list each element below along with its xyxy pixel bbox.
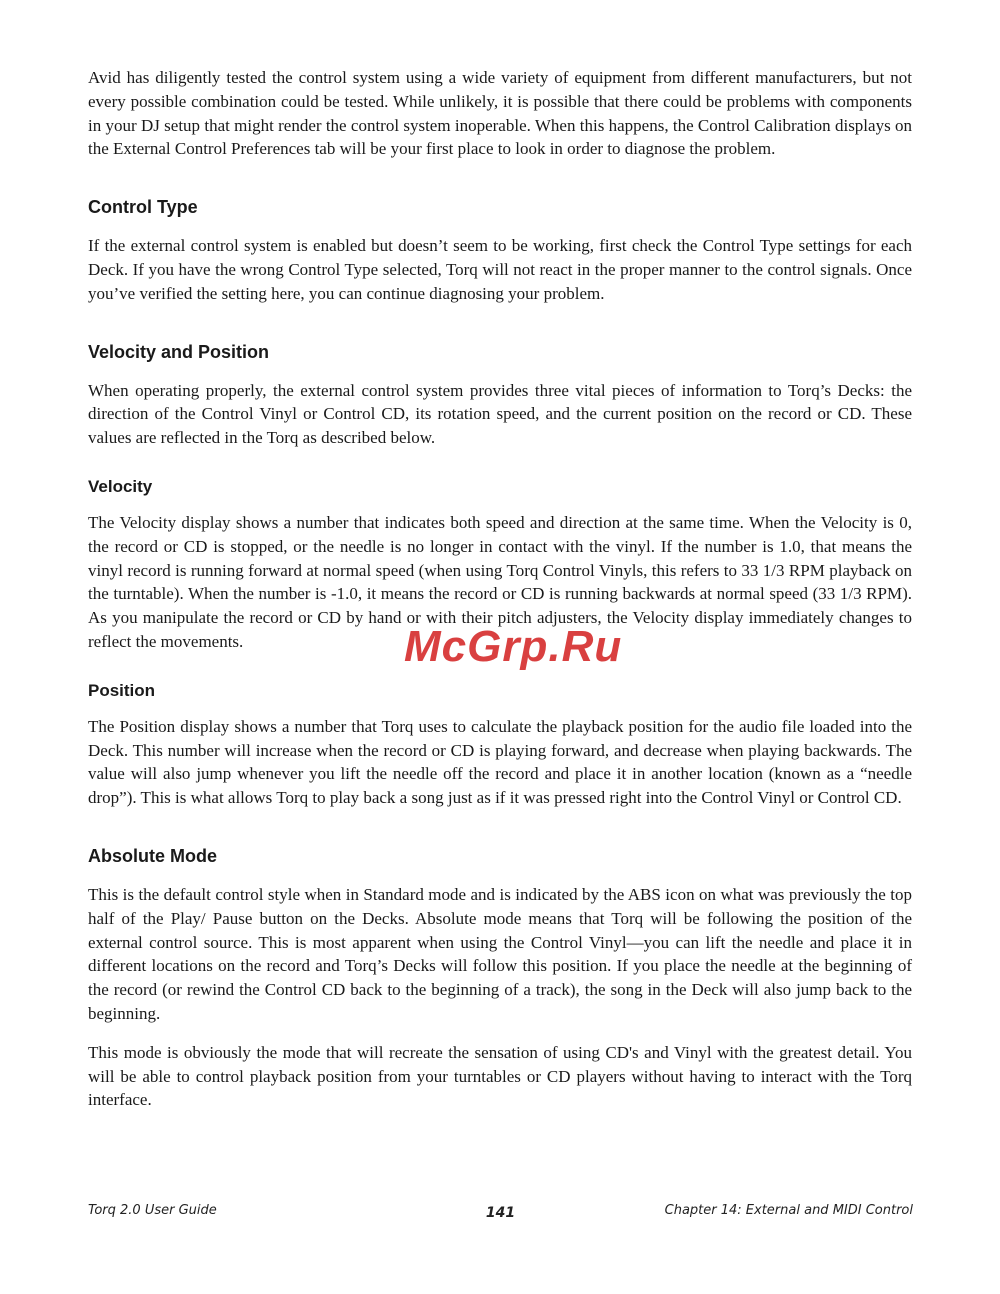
page-footer — [88, 1203, 913, 1223]
page-content — [88, 66, 912, 1112]
intro-paragraph: Avid has diligently tested the control system using a wide variety of equipment from different manufacturers, but not every possible combination could be tested. While unlikely, it is possible that there could be problems with components in your DJ setup that might render the control system inoperable. When this happens, the Control Calibration displays on the External Control Preferences tab will be your first place to look in order to diagnose the problem. — [88, 68, 912, 159]
absolute-mode-paragraph-2: This mode is obviously the mode that will recreate the sensation of using CD's and Vinyl with the greatest detail. You will be able to control playback position from your turntables or CD players without having to interact with the Torq interface. — [88, 1042, 912, 1110]
velocity-position-paragraph: When operating properly, the external control system provides three vital pieces of information to Torq’s Decks: the direction of the Control Vinyl or Control CD, its rotation speed, and the current position on the record or CD. These values are reflected in the Torq as described below. — [88, 380, 912, 448]
velocity-paragraph: The Velocity display shows a number that indicates both speed and direction at the same time. When the Velocity is 0, the record or CD is stopped, or the needle is no longer in contact with the vinyl. If the number is 1.0, that means the vinyl record is running forward at normal speed (when using Torq Control Vinyls, this refers to 33 1/3 RPM playback on the turntable). When the number is -1.0, it means the record or CD is running backwards at normal speed (33 1/3 RPM). As you manipulate the record or CD by hand or with their pitch adjusters, the Velocity display immediately changes to reflect the movements. — [88, 512, 912, 651]
position-heading: Position — [88, 680, 156, 700]
control-type-heading: Control Type — [88, 197, 198, 218]
watermark: McGrp.Ru — [404, 622, 623, 671]
footer-chapter-title: Chapter 14: External and MIDI Control — [664, 1203, 913, 1218]
footer-guide-title: Torq 2.0 User Guide — [88, 1203, 217, 1218]
absolute-mode-heading: Absolute Mode — [88, 845, 217, 866]
absolute-mode-paragraph-1: This is the default control style when in Standard mode and is indicated by the ABS icon on what was previously the top half of the Play/ Pause button on the Decks. Absolute mode means that Torq will be following the position of the external control source. This is most apparent when using the Control Vinyl—you can lift the needle and place it in different locations on the record and Torq’s Decks will follow this position. If you place the needle at the beginning of the record (or rewind the Control CD back to the beginning of a track), the song in the Deck will also jump back to the beginning. — [88, 884, 912, 1023]
velocity-position-heading: Velocity and Position — [88, 341, 270, 362]
velocity-heading: Velocity — [88, 476, 153, 496]
footer-page-number: 141 — [485, 1205, 516, 1221]
control-type-paragraph: If the external control system is enabled but doesn’t seem to be working, first check the Control Type settings for each Deck. If you have the wrong Control Type selected, Torq will not react in the proper manner to the control signals. Once you’ve verified the setting here, you can continue diagnosing your problem. — [88, 236, 912, 303]
position-paragraph: The Position display shows a number that Torq uses to calculate the playback position for the audio file loaded into the Deck. This number will increase when the record or CD is playing forward, and decrease when playing backwards. The value will also jump whenever you lift the needle off the record and place it in another location (known as a “needle drop”). This is what allows Torq to play back a song just as if it was pressed right into the Control Vinyl or Control CD. — [88, 716, 912, 808]
